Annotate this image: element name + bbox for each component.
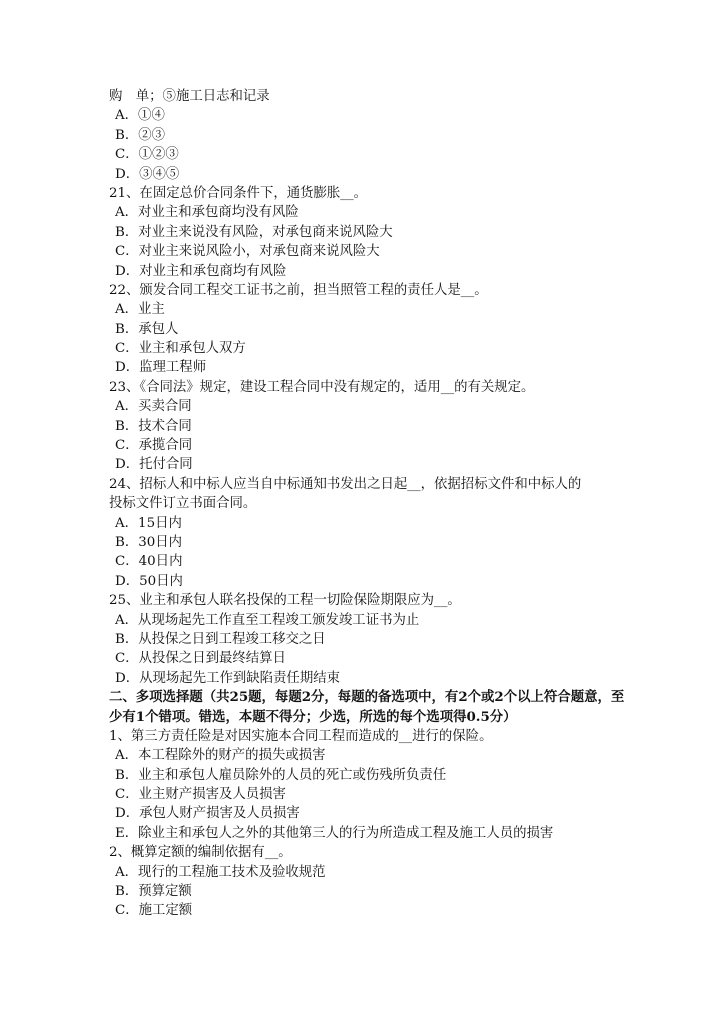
option-d: D．承包人财产损害及人员损害 xyxy=(115,806,300,822)
option-a: A．本工程除外的财产的损失或损害 xyxy=(115,748,326,764)
option-a: A．现行的工程施工技术及验收规范 xyxy=(115,864,326,880)
option-b: B．②③ xyxy=(115,127,166,143)
question-25: 25、业主和承包人联名投保的工程一切险保险期限应为__。 xyxy=(109,593,461,609)
option-d: D．50日内 xyxy=(115,573,183,589)
option-c: C．从投保之日到最终结算日 xyxy=(115,651,286,667)
option-c: C．40日内 xyxy=(115,554,183,570)
option-d: D．从现场起先工作到缺陷责任期结束 xyxy=(115,670,340,686)
option-a: A．买卖合同 xyxy=(115,399,192,415)
option-c: C．承揽合同 xyxy=(115,438,193,454)
option-b: B．对业主来说没有风险，对承包商来说风险大 xyxy=(115,224,393,240)
exam-content xyxy=(109,87,629,921)
option-c: C．业主财产损害及人员损害 xyxy=(115,787,286,803)
option-d: D．③④⑤ xyxy=(115,166,180,182)
option-d: D．监理工程师 xyxy=(115,360,207,376)
option-b: B．预算定额 xyxy=(115,884,192,900)
option-d: D．对业主和承包商均有风险 xyxy=(115,263,287,279)
question-2: 2、概算定额的编制依据有__。 xyxy=(109,845,292,861)
option-e: E．除业主和承包人之外的其他第三人的行为所造成工程及施工人员的损害 xyxy=(115,825,554,841)
section-heading-multiple-choice: 二、多项选择题（共25题，每题2分，每题的备选项中，有2个或2个以上符合题意，至少有1个错项。错选，本题不得分；少选，所选的每个选项得0.5分） xyxy=(109,689,625,725)
option-c: C．施工定额 xyxy=(115,903,193,919)
option-a: A．从现场起先工作直至工程竣工颁发竣工证书为止 xyxy=(115,612,420,628)
question-22: 22、颁发合同工程交工证书之前，担当照管工程的责任人是__。 xyxy=(109,282,488,298)
option-b: B．技术合同 xyxy=(115,418,192,434)
question-stem-continuation: 购 单；⑤施工日志和记录 xyxy=(109,89,270,104)
option-b: B．业主和承包人雇员除外的人员的死亡或伤残所负责任 xyxy=(115,767,447,783)
option-d: D．托付合同 xyxy=(115,457,193,473)
option-c: C．业主和承包人双方 xyxy=(115,341,246,357)
option-a: A．①④ xyxy=(115,108,165,124)
question-23: 23、《合同法》规定，建设工程合同中没有规定的，适用__的有关规定。 xyxy=(109,379,535,395)
option-a: A．业主 xyxy=(115,302,165,318)
option-a: A．对业主和承包商均没有风险 xyxy=(115,205,299,221)
question-24-continuation: 投标文件订立书面合同。 xyxy=(109,496,257,512)
option-c: C．①②③ xyxy=(115,147,179,163)
option-b: B．30日内 xyxy=(115,534,183,550)
question-1: 1、第三方责任险是对因实施本合同工程而造成的__进行的保险。 xyxy=(109,728,493,744)
option-c: C．对业主来说风险小，对承包商来说风险大 xyxy=(115,244,380,260)
option-a: A．15日内 xyxy=(115,515,182,531)
question-24: 24、招标人和中标人应当自中标通知书发出之日起__，依据招标文件和中标人的 xyxy=(109,476,582,492)
question-21: 21、在固定总价合同条件下，通货膨胀__。 xyxy=(109,185,368,201)
option-b: B．承包人 xyxy=(115,321,179,337)
option-b: B．从投保之日到工程竣工移交之日 xyxy=(115,631,326,647)
